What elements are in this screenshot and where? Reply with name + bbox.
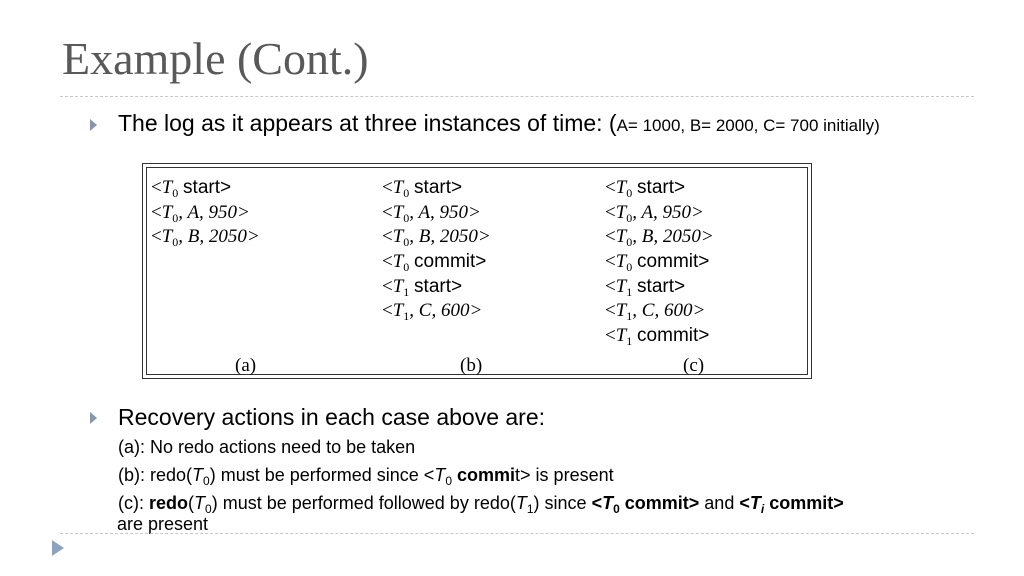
log-intro-main: The log as it appears at three instances of time: ( xyxy=(118,110,617,136)
log-column-c xyxy=(605,176,714,349)
log-column-a xyxy=(151,176,260,250)
log-entry: $<T_0$, A, 950> xyxy=(151,201,250,225)
case-a-text: (a): No redo actions need to be taken xyxy=(118,437,416,457)
recovery-heading: Recovery actions in each case above are: xyxy=(118,404,546,430)
caption-c: (c) xyxy=(683,355,705,376)
log-entry: $<T_1$ start> xyxy=(605,275,686,299)
log-entry: $<T_0$ commit> xyxy=(382,251,487,275)
case-b-text: (b): $redo(T_0)$ must be performed since $<T_0$ commit> is present xyxy=(118,465,614,488)
log-entry: $<T_1$, C, 600> xyxy=(382,300,483,324)
log-entry: $<T_0$ commit> xyxy=(605,251,710,275)
caption-b: (b) xyxy=(460,355,483,376)
bullet-arrow-icon xyxy=(90,412,97,424)
log-entry: $<T_1$ start> xyxy=(382,275,463,299)
case-c-text: (c): $redo(T_0)$ must be performed followed by $redo(T_1)$ since $<T_0$ commit> and $<T_i$ commit> xyxy=(118,493,844,516)
log-entry: $<T_0$, B, 2050> xyxy=(151,226,260,250)
bullet-arrow-icon xyxy=(90,119,97,131)
log-entry: $<T_1$ commit> xyxy=(605,325,710,349)
log-entry: $<T_1$, C, 600> xyxy=(605,300,706,324)
log-entry: $<T_0$, A, 950> xyxy=(605,201,704,225)
log-entry: $<T_0$ start> xyxy=(151,177,232,200)
play-icon xyxy=(52,540,64,556)
log-entry: $<T_0$, B, 2050> xyxy=(382,226,491,250)
log-figure-inner xyxy=(146,167,808,375)
title-divider xyxy=(60,96,974,97)
log-entry: $<T_0$, A, 950> xyxy=(382,201,481,225)
slide-title: Example (Cont.) xyxy=(62,33,369,84)
log-entry: $<T_0$ start> xyxy=(605,177,686,200)
log-column-b xyxy=(382,176,491,324)
case-c-wrap-text: are present xyxy=(117,514,209,534)
log-entry: $<T_0$ start> xyxy=(382,177,463,200)
caption-a: (a) xyxy=(235,355,257,376)
log-entry: $<T_0$, B, 2050> xyxy=(605,226,714,250)
log-intro-initial-values: A= 1000, B= 2000, C= 700 initially) xyxy=(616,116,880,135)
footer-divider xyxy=(60,533,974,534)
log-figure xyxy=(142,163,812,379)
log-intro-text xyxy=(118,110,880,137)
